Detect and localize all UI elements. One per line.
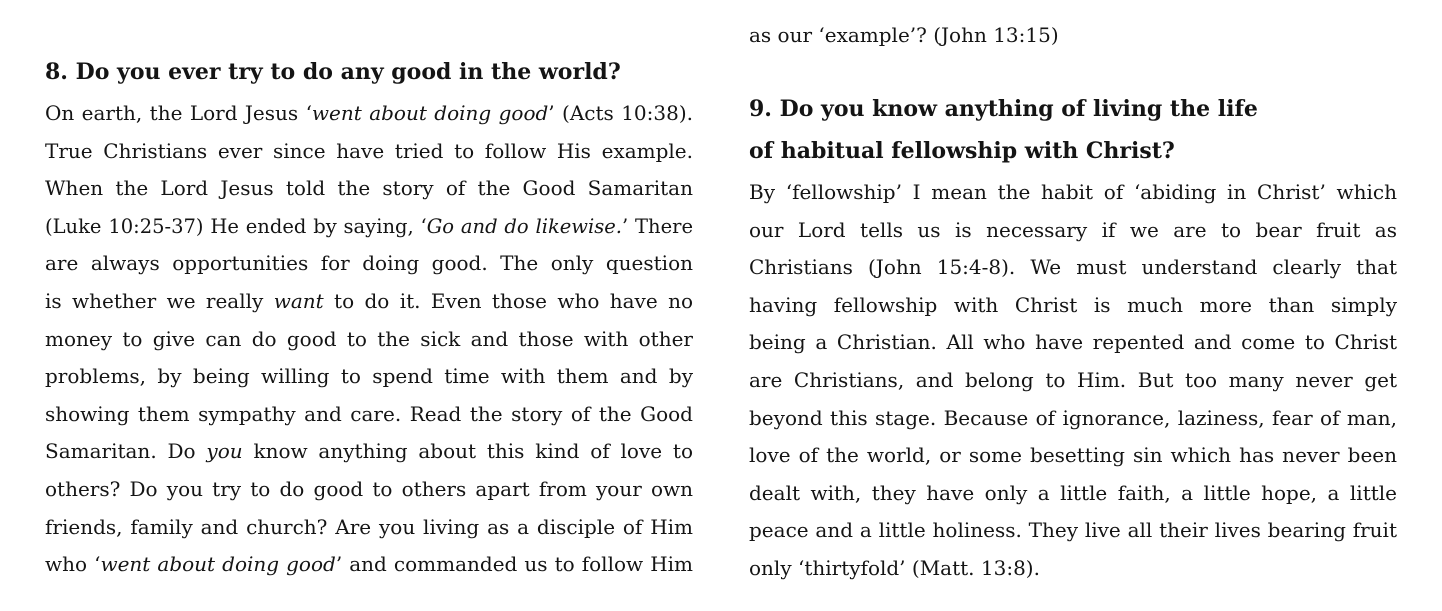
question-9-paragraph	[749, 174, 1397, 588]
carry-over-line: as our ‘example’? (John 13:15)	[749, 23, 1059, 47]
paragraph-line: By ‘fellowship’ I mean the habit of ‘abiding in Christ’ which	[749, 180, 1397, 204]
paragraph-line: peace and a little holiness. They live all their lives bearing fruit	[749, 518, 1397, 543]
paragraph-line: others? Do you try to do good to others apart from your own	[45, 476, 693, 501]
paragraph-line: Samaritan. Do you know anything about this kind of love to	[45, 439, 693, 464]
paragraph-line: On earth, the Lord Jesus ‘went about doing good’ (Acts 10:38).	[45, 101, 693, 125]
heading-line: 9. Do you know anything of living the life	[749, 96, 1258, 122]
paragraph-line: are always opportunities for doing good. The only question	[45, 251, 693, 276]
paragraph-line: our Lord tells us is necessary if we are to bear fruit as	[749, 217, 1397, 242]
paragraph-line: money to give can do good to the sick and those with other	[45, 326, 693, 351]
paragraph-line: love of the world, or some besetting sin which has never been	[749, 443, 1397, 468]
paragraph-line: beyond this stage. Because of ignorance, laziness, fear of man,	[749, 405, 1397, 430]
question-8-paragraph	[45, 95, 693, 584]
paragraph-line: having fellowship with Christ is much more than simply	[749, 292, 1397, 317]
paragraph-line: Christians (John 15:4-8). We must understand clearly that	[749, 255, 1397, 280]
paragraph-line: is whether we really want to do it. Even those who have no	[45, 288, 693, 313]
heading-line: of habitual fellowship with Christ?	[749, 138, 1175, 164]
paragraph-line: who ‘went about doing good’ and commanded us to follow Him	[45, 552, 693, 577]
paragraph-line: When the Lord Jesus told the story of the Good Samaritan	[45, 176, 693, 201]
question-9-heading	[749, 88, 1258, 172]
question-8-heading: 8. Do you ever try to do any good in the world?	[45, 59, 621, 85]
paragraph-line: are Christians, and belong to Him. But too many never get	[749, 367, 1397, 392]
paragraph-line: being a Christian. All who have repented and come to Christ	[749, 330, 1397, 355]
paragraph-line: True Christians ever since have tried to follow His example.	[45, 138, 693, 163]
paragraph-line: (Luke 10:25-37) He ended by saying, ‘Go and do likewise.’ There	[45, 214, 693, 238]
paragraph-line: dealt with, they have only a little faith, a little hope, a little	[749, 480, 1397, 505]
paragraph-line: problems, by being willing to spend time with them and by	[45, 364, 693, 389]
paragraph-line: friends, family and church? Are you living as a disciple of Him	[45, 514, 693, 539]
paragraph-line: only ‘thirtyfold’ (Matt. 13:8).	[749, 555, 1040, 580]
paragraph-line: showing them sympathy and care. Read the story of the Good	[45, 401, 693, 426]
